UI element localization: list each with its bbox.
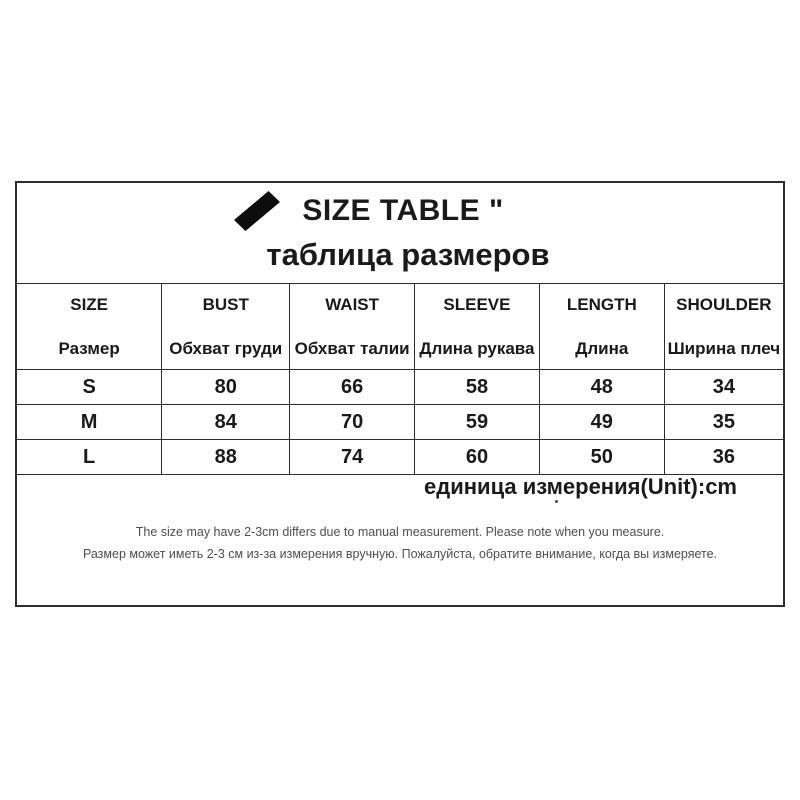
table-header-row (17, 284, 783, 370)
value-cell: 50 (539, 440, 664, 475)
title-row (0, 187, 752, 235)
slash-icon (234, 191, 280, 231)
value-cell: 70 (290, 405, 415, 440)
header-length-en: LENGTH (566, 295, 637, 314)
value-cell: 74 (290, 440, 415, 475)
table-row-l (17, 440, 783, 475)
header-cell-length (539, 284, 664, 370)
size-table (17, 283, 783, 475)
value-cell: 84 (162, 405, 290, 440)
header-cell-size (17, 284, 162, 370)
disclaimer-english: The size may have 2-3cm differs due to manual measurement. Please note when you measure. (135, 525, 665, 539)
header-sleeve-en: SLEEVE (443, 295, 511, 314)
header-cell-sleeve (415, 284, 540, 370)
header-waist-en: WAIST (325, 295, 380, 314)
value-cell: 34 (664, 370, 783, 405)
title-english: SIZE TABLE " (302, 194, 504, 227)
unit-note: единица измерения(Unit):cm (424, 474, 737, 499)
header-size-en: SIZE (70, 295, 109, 314)
value-cell: 35 (664, 405, 783, 440)
value-cell: 58 (415, 370, 540, 405)
table-row-m (17, 405, 783, 440)
value-cell: 60 (415, 440, 540, 475)
value-cell: 59 (415, 405, 540, 440)
stray-dot (555, 500, 558, 503)
size-cell: M (17, 405, 162, 440)
value-cell: 48 (539, 370, 664, 405)
header-shoulder-en: SHOULDER (676, 295, 772, 314)
header-cell-bust (162, 284, 290, 370)
title-block (17, 183, 783, 283)
header-length-ru: Длина (575, 339, 629, 358)
value-cell: 36 (664, 440, 783, 475)
value-cell: 49 (539, 405, 664, 440)
header-bust-en: BUST (202, 295, 249, 314)
header-cell-waist (290, 284, 415, 370)
header-sleeve-ru: Длина рукава (419, 339, 535, 358)
header-size-ru: Размер (58, 339, 120, 358)
size-chart-card (15, 181, 785, 607)
table-row-s (17, 370, 783, 405)
value-cell: 66 (290, 370, 415, 405)
value-cell: 80 (162, 370, 290, 405)
value-cell: 88 (162, 440, 290, 475)
header-cell-shoulder (664, 284, 783, 370)
disclaimer-russian: Размер может иметь 2-3 см из-за измерения вручную. Пожалуйста, обратите внимание, когда вы измеряете. (82, 547, 718, 561)
header-shoulder-ru: Ширина плеч (667, 339, 781, 358)
size-cell: S (17, 370, 162, 405)
title-russian: таблица размеров (266, 237, 550, 272)
header-waist-ru: Обхват талии (294, 339, 410, 358)
size-cell: L (17, 440, 162, 475)
disclaimer-block (17, 521, 783, 565)
header-bust-ru: Обхват груди (169, 339, 283, 358)
